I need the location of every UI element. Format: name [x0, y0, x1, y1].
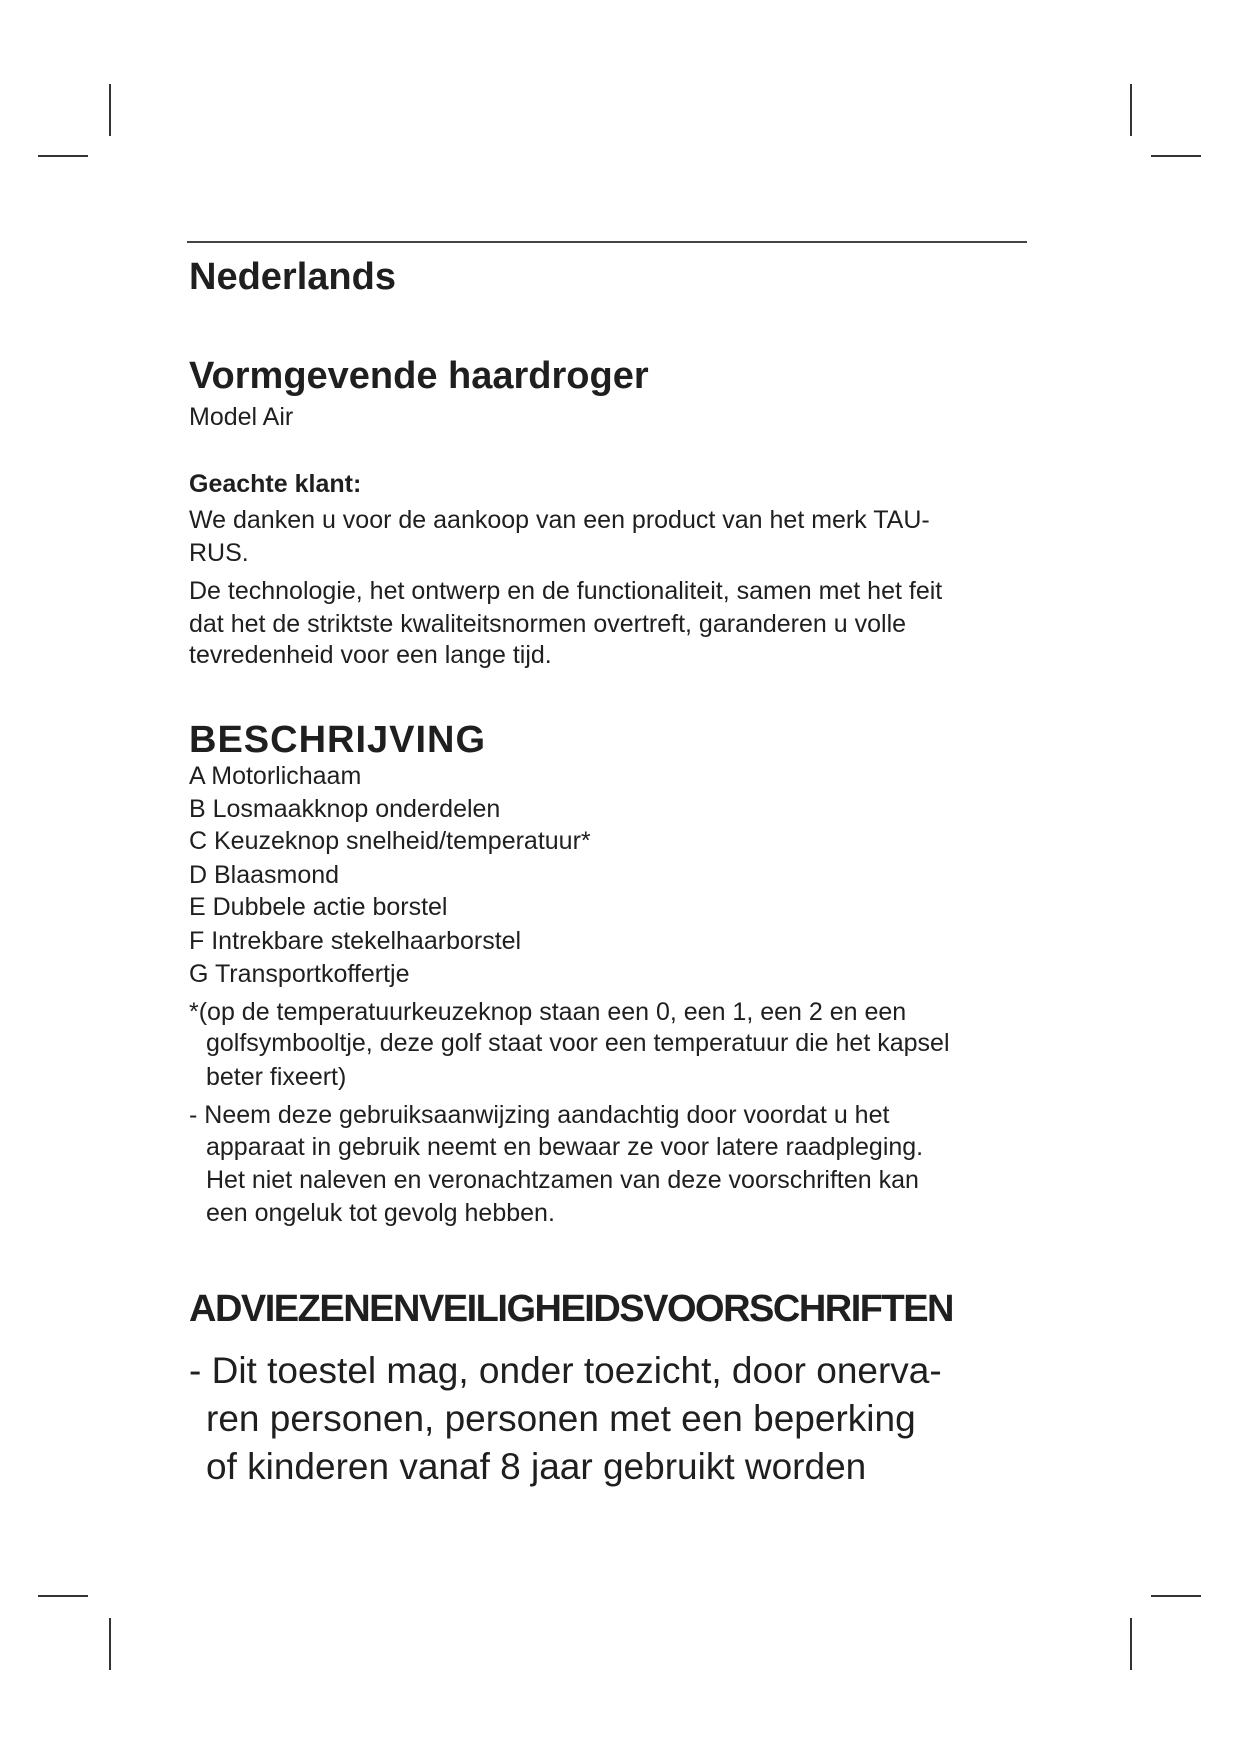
list-item: F Intrekbare stekelhaarborstel [189, 927, 522, 955]
footnote-line-2: golfsymbooltje, deze golf staat voor een temperatuur die het kapsel [206, 1029, 950, 1057]
crop-mark-top-right-vertical [1130, 84, 1132, 136]
list-item: G Transportkoffertje [189, 960, 410, 988]
crop-mark-bottom-right-horizontal [1151, 1595, 1201, 1597]
list-item: C Keuzeknop snelheid/temperatuur* [189, 827, 591, 855]
safety-line-1: - Dit toestel mag, onder toezicht, door onerva- [189, 1350, 942, 1391]
crop-mark-bottom-right-vertical [1130, 1618, 1132, 1670]
language-heading: Nederlands [189, 256, 396, 298]
list-item: B Losmaakknop onderdelen [189, 795, 501, 823]
list-item: A Motorlichaam [189, 762, 362, 790]
crop-mark-top-left-vertical [109, 84, 111, 136]
intro-paragraph-2-line-3: tevredenheid voor een lange tijd. [189, 641, 552, 669]
safety-line-2: ren personen, personen met een beperking [206, 1398, 916, 1439]
list-item: E Dubbele actie borstel [189, 893, 448, 921]
footnote-line-1: *(op de temperatuurkeuzeknop staan een 0, een 1, een 2 en een [189, 998, 907, 1026]
safety-heading: ADVIEZENENVEILIGHEIDSVOORSCHRIFTEN [189, 1288, 953, 1330]
notice-line-1: - Neem deze gebruiksaanwijzing aandachtig door voordat u het [189, 1101, 890, 1129]
list-item: D Blaasmond [189, 861, 340, 889]
model-name: Model Air [189, 403, 294, 431]
intro-paragraph-2-line-1: De technologie, het ontwerp en de functionaliteit, samen met het feit [189, 577, 943, 605]
header-rule [187, 241, 1027, 243]
crop-mark-bottom-left-vertical [109, 1618, 111, 1670]
intro-paragraph-1-line-1: We danken u voor de aankoop van een product van het merk TAU- [189, 506, 930, 534]
description-heading: BESCHRIJVING [189, 719, 487, 761]
product-title: Vormgevende haardroger [189, 355, 649, 397]
crop-mark-bottom-left-horizontal [38, 1595, 88, 1597]
crop-mark-top-right-horizontal [1151, 155, 1201, 157]
crop-mark-top-left-horizontal [38, 155, 88, 157]
notice-line-4: een ongeluk tot gevolg hebben. [206, 1199, 555, 1227]
safety-line-3: of kinderen vanaf 8 jaar gebruikt worden [206, 1446, 867, 1487]
salutation: Geachte klant: [189, 470, 362, 498]
notice-line-3: Het niet naleven en veronachtzamen van deze voorschriften kan [206, 1166, 919, 1194]
intro-paragraph-2-line-2: dat het de striktste kwaliteitsnormen overtreft, garanderen u volle [189, 610, 907, 638]
notice-line-2: apparaat in gebruik neemt en bewaar ze voor latere raadpleging. [206, 1133, 924, 1161]
intro-paragraph-1-line-2: RUS. [189, 539, 249, 567]
footnote-line-3: beter fixeert) [206, 1063, 347, 1091]
